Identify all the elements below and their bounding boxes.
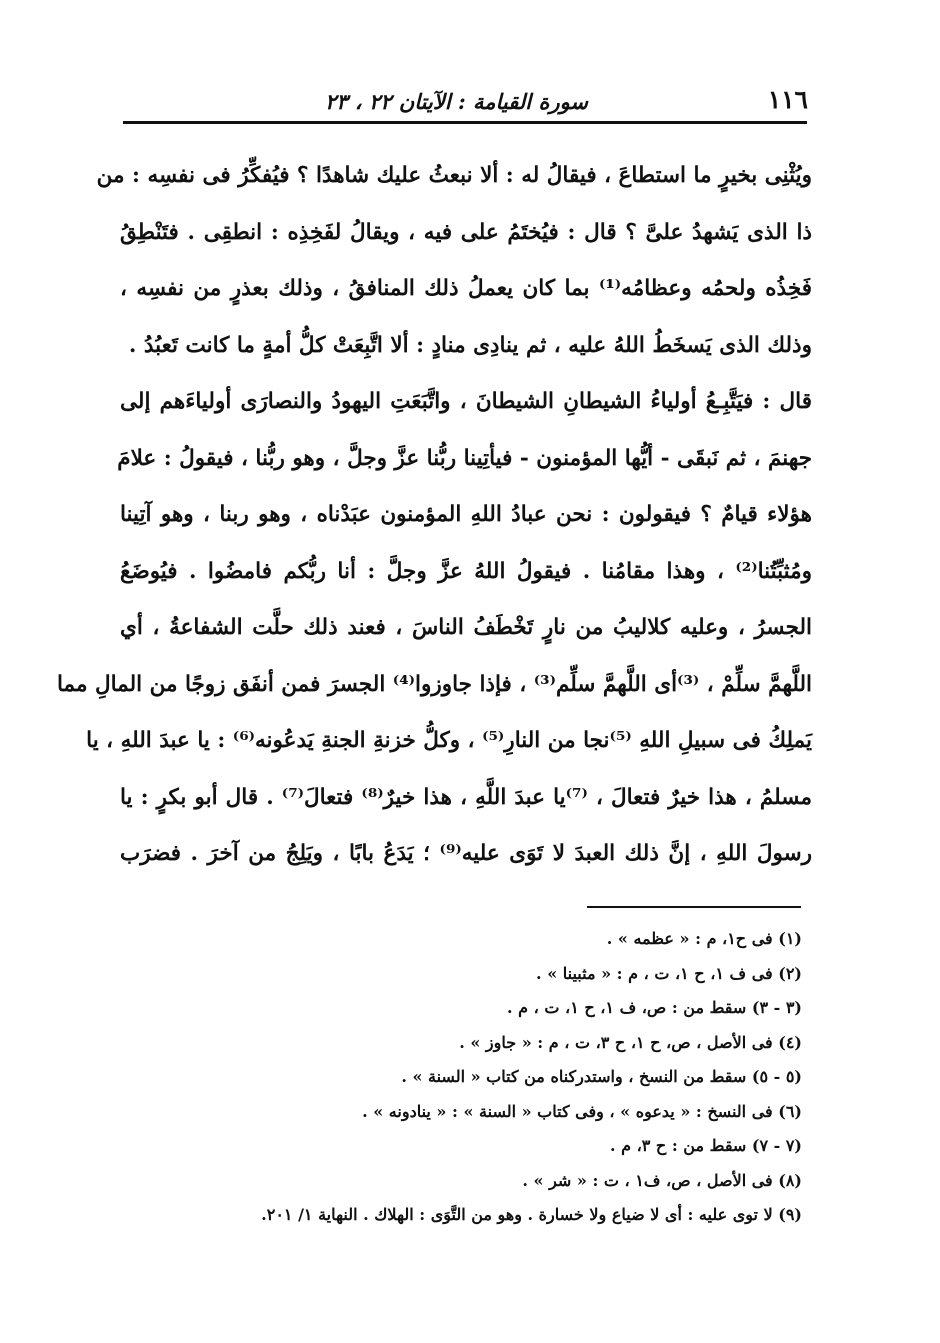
text-line: ويُثْنِى بخيرٍ ما استطاعَ ، فيقالُ له : ألا نبعثُ عليك شاهدًا ؟ فيُفكِّرُ فى نفسِه : من	[96, 163, 812, 188]
text-line: هؤلاء قيامٌ ؟ فيقولون : نحن عبادُ اللهِ المؤمنون عبَدْناه ، وهو ربنا ، وهو آتِينا	[120, 502, 812, 527]
footnote: (٧ - ٧) سقط من : ح ٣، م .	[609, 1136, 802, 1155]
text-line: فَخِذُه ولحمُه وعظامُه⁽¹⁾ بما كان يعملُ ذلك المنافقُ ، وذلك بعذرٍ من نفسِه ،	[120, 276, 812, 301]
text-line: ومُثبِّتُنا⁽²⁾ ، وهذا مقامُنا . فيقولُ اللهُ عزَّ وجلَّ : أنا ربُّكم فامضُوا . فيُوضَعُ	[120, 558, 812, 584]
text-line: جهنمَ ، ثم نَبقَى - أيُّها المؤمنون - فيأتِينا ربُّنا عزَّ وجلَّ ، وهو ربُّنا ، فيقولُ : علامَ	[117, 445, 812, 471]
footnote: (١) فى ح١، م : « عظمه » .	[606, 929, 802, 948]
page-number: ١١٦	[767, 85, 808, 114]
text-line: مسلمُ ، هذا خيرٌ فتعالَ ، ⁽⁷⁾يا عبدَ اللَّهِ ، هذا خيرٌ⁽⁸⁾ فتعالَ⁽⁷⁾ . قال أبو بكرٍ : يا	[120, 784, 812, 810]
footnote: (٦) فى النسخ : « يدعوه » ، وفى كتاب « السنة » : « ينادونه » .	[362, 1101, 802, 1121]
text-line: ذا الذى يَشهدُ علىَّ ؟ قال : فيُختَمُ على فيه ، ويقالُ لفَخِذِه : انطقِى . فتَنْطِقُ	[120, 219, 812, 245]
text-line: رسولَ اللهِ ، إنَّ ذلك العبدَ لا تَوَى عليه⁽⁹⁾ ؛ يَدَعُ بابًا ، ويَلِجُ من آخرَ . فضرَب	[120, 841, 812, 866]
running-header	[120, 70, 808, 114]
footnote: (٨) فى الأصل ، ص، ف١ ، ت : « شر » .	[522, 1170, 802, 1190]
footnote: (٩) لا توى عليه : أى لا ضياع ولا خسارة . وهو من التَّوَى : الهلاك . النهاية ١/ ٢٠١.	[261, 1205, 802, 1224]
text-line: اللَّهمَّ سلِّمْ ، ⁽³⁾أى اللَّهمَّ سلِّم⁽³⁾ ، فإذا جاوزوا⁽⁴⁾ الجسرَ فمن أنفَق زوجًا من المالِ مما	[56, 671, 812, 697]
footnote-divider	[587, 906, 801, 908]
text-line: قال : فيَتَّبِـعُ أولياءُ الشيطانِ الشيطانَ ، واتَّبَعَتِ اليهودُ والنصارَى أولياءَهم إلى	[120, 389, 812, 414]
header-divider	[123, 121, 807, 124]
footnote: (٤) فى الأصل ، ص، ح ١، ح ٣، ت ، م : « جاوز » .	[459, 1032, 802, 1052]
text-line: الجسرُ ، وعليه كلاليبُ من نارٍ تَخْطَفُ الناسَ ، فعند ذلك حلَّت الشفاعةُ ، أي	[120, 615, 812, 640]
footnote: (٥ - ٥) سقط من النسخ ، واستدركناه من كتاب « السنة » .	[401, 1067, 802, 1086]
text-line: يَملِكُ فى سبيلِ اللهِ ⁽⁵⁾نجا من النارِ⁽⁵⁾ ، وكلُّ خزنةِ الجنةِ يَدعُونه⁽⁶⁾ : يا عبدَ اللهِ ، يا	[86, 728, 812, 753]
chapter-title: سورة القيامة : الآيتان ٢٢ ، ٢٣	[325, 89, 589, 114]
footnotes	[150, 922, 802, 1233]
footnote: (٢) فى ف ١، ح ١، ت ، م : « مثبينا » .	[536, 963, 802, 983]
main-text	[56, 148, 812, 883]
footnote: (٣ - ٣) سقط من : ص، ف ١، ح ١، ت ، م .	[507, 998, 802, 1017]
text-line: وذلك الذى يَسخَطُ اللهُ عليه ، ثم ينادِى منادٍ : ألا اتَّبِعَتْ كلُّ أمةٍ ما كانت تَعبُدُ .	[128, 332, 812, 358]
